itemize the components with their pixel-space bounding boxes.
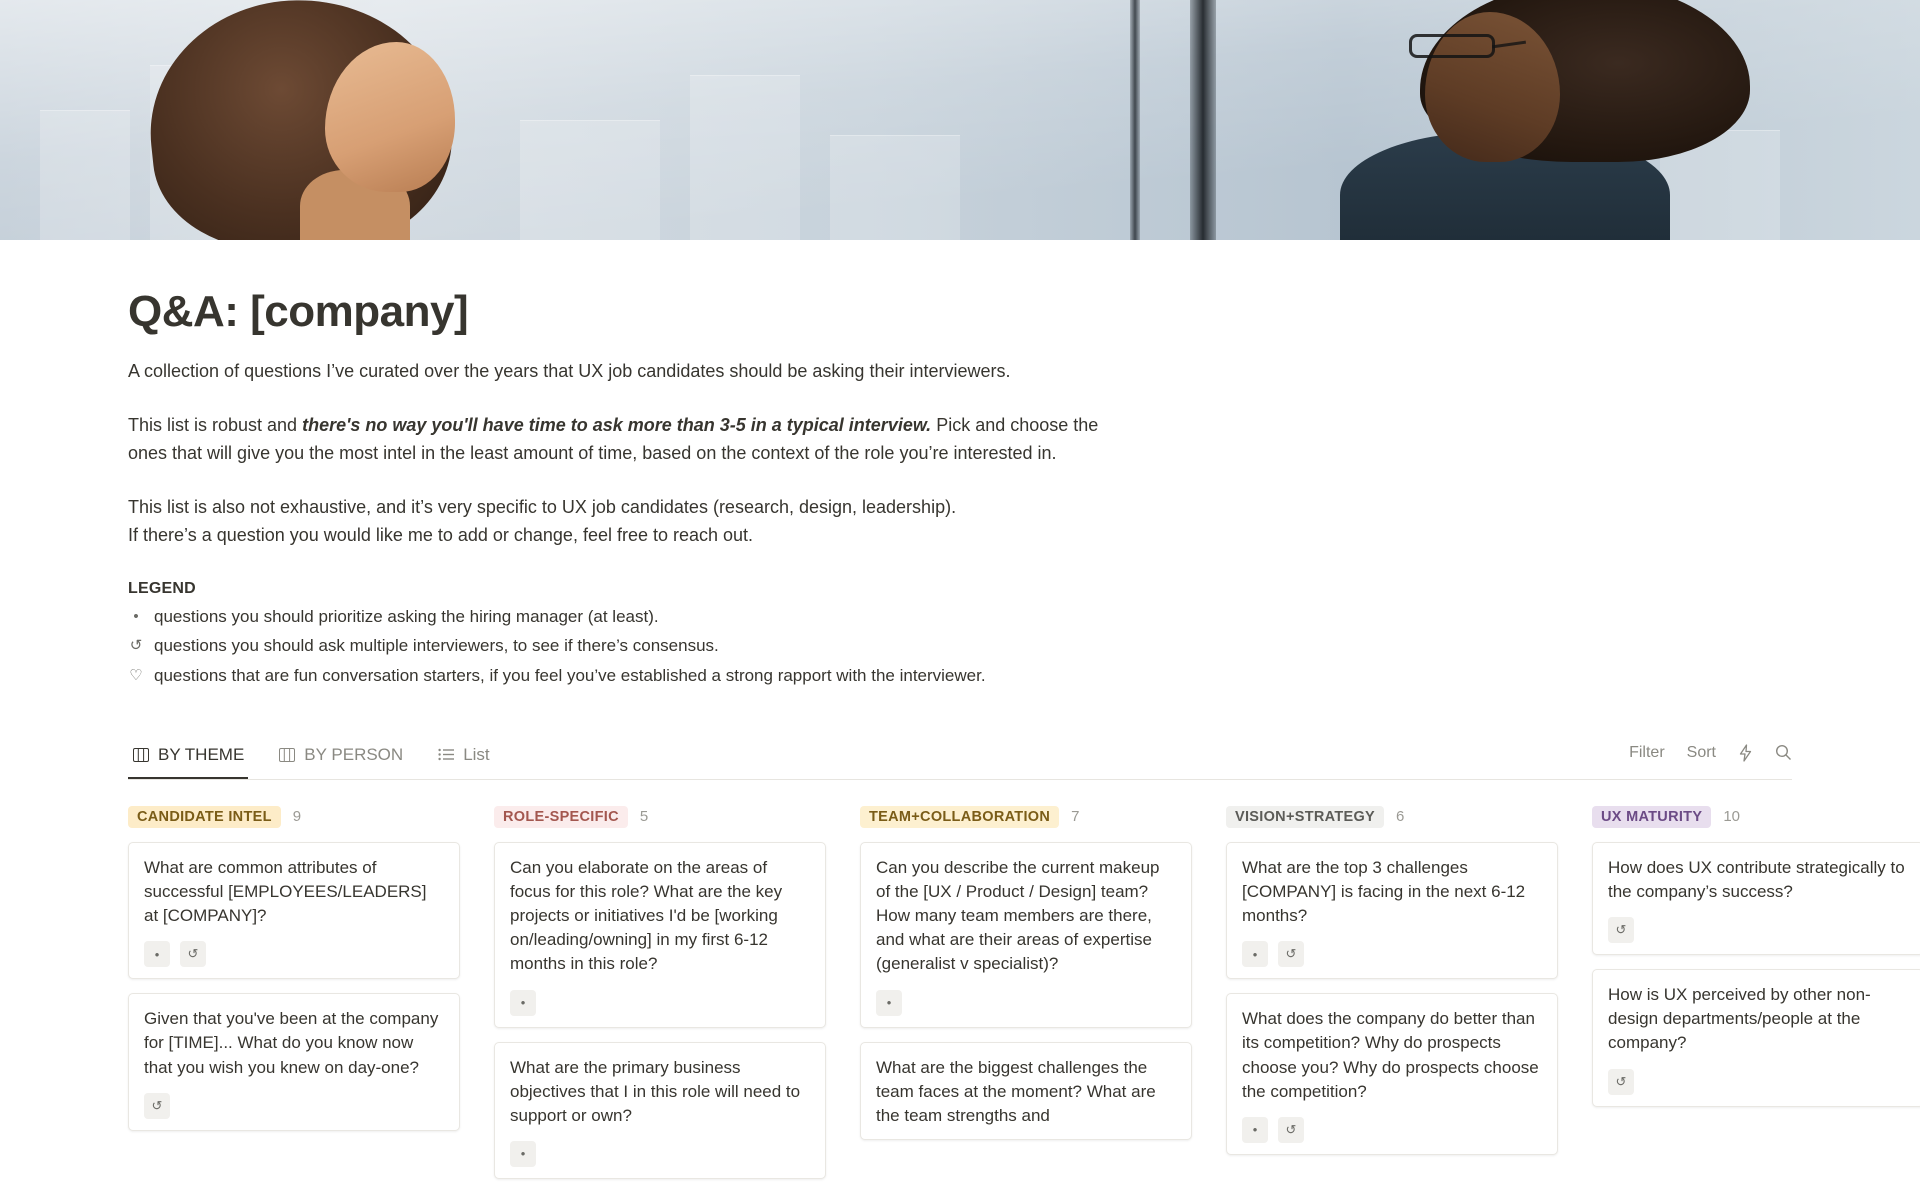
window-frame — [1190, 0, 1216, 240]
column-chip[interactable]: CANDIDATE INTEL — [128, 806, 281, 828]
intro-paragraph: A collection of questions I’ve curated over the years that UX job candidates should be asking their interviewers. — [128, 361, 1011, 382]
exhaustive-paragraph: This list is also not exhaustive, and it’s very specific to UX job candidates (research, design, leadership). — [128, 497, 957, 518]
board-card[interactable] — [1592, 969, 1920, 1106]
tab-by-person[interactable] — [274, 739, 407, 779]
sort-button[interactable]: Sort — [1686, 743, 1716, 761]
column-count: 7 — [1071, 808, 1080, 826]
card-icons — [876, 990, 1176, 1016]
heart-icon: ♡ — [129, 666, 143, 684]
dot-icon: • — [133, 607, 139, 625]
repeat-icon: ↺ — [129, 637, 143, 655]
robust-text-1: This list is robust and — [128, 415, 303, 436]
tab-list[interactable] — [433, 739, 493, 779]
card-icons — [1242, 1117, 1542, 1143]
card-text: Given that you've been at the company for [TIME]... What do you know now that you wish you knew on day-one? — [144, 1009, 444, 1077]
person-right — [1330, 0, 1750, 240]
person-left — [150, 0, 480, 240]
view-toolbar — [128, 739, 1792, 780]
skyline-building — [690, 75, 800, 240]
card-text: How does UX contribute strategically to the company’s success? — [1608, 857, 1910, 901]
column-count: 6 — [1396, 808, 1405, 826]
tab-label: List — [463, 744, 490, 764]
card-icons — [510, 1141, 810, 1167]
glasses-icon — [1409, 34, 1495, 58]
hero-image — [0, 0, 1920, 240]
board-column-candidate-intel — [128, 806, 460, 1145]
board-card[interactable] — [860, 842, 1192, 1028]
column-header — [1592, 806, 1920, 828]
dot-icon: • — [144, 941, 170, 967]
repeat-icon: ↺ — [144, 1093, 170, 1119]
legend-item-label: questions that are fun conversation starters, if you feel you’ve established a strong rapport with the interviewer. — [154, 665, 986, 685]
dot-icon: • — [1242, 1117, 1268, 1143]
board-card[interactable] — [1226, 993, 1558, 1155]
repeat-icon: ↺ — [1608, 1069, 1634, 1095]
column-count: 5 — [639, 808, 649, 826]
column-header — [1226, 806, 1558, 828]
list-view-icon — [437, 746, 455, 764]
column-chip[interactable]: VISION+STRATEGY — [1226, 806, 1384, 828]
repeat-icon: ↺ — [1278, 1117, 1304, 1143]
tab-label: BY PERSON — [304, 744, 404, 764]
robust-text-2: Pick and choose the ones that will give you the most intel in the least amount of time, based on the context of the role you’re interested in. — [128, 415, 1099, 464]
reachout-paragraph: If there’s a question you would like me to add or change, feel free to reach out. — [128, 524, 754, 545]
skyline-building — [520, 120, 660, 240]
tab-by-theme[interactable] — [128, 739, 248, 779]
view-tabs — [128, 739, 494, 779]
legend-item-consensus — [128, 633, 1792, 659]
repeat-icon: ↺ — [1608, 917, 1634, 943]
board-column-vision-strategy — [1226, 806, 1558, 1169]
column-count: 9 — [292, 808, 302, 826]
board-card[interactable] — [494, 842, 826, 1028]
legend-item-label: questions you should prioritize asking the hiring manager (at least). — [154, 606, 659, 626]
automations-icon[interactable] — [1738, 744, 1753, 762]
card-text: What does the company do better than its competition? Why do prospects choose you? Why do prospects choose the competition? — [1242, 1009, 1544, 1101]
page-body — [0, 288, 1920, 1193]
board-card[interactable] — [494, 1042, 826, 1179]
board-view-icon — [278, 746, 296, 764]
skyline-building — [40, 110, 130, 240]
card-icons — [510, 990, 810, 1016]
board-card[interactable] — [1226, 842, 1558, 979]
column-count: 10 — [1723, 808, 1740, 826]
card-text: What are the top 3 challenges [COMPANY] is facing in the next 6-12 months? — [1242, 857, 1530, 926]
card-text: What are the biggest challenges the team faces at the moment? What are the team strengths and — [876, 1057, 1161, 1125]
card-text: What are common attributes of successful [EMPLOYEES/LEADERS] at [COMPANY]? — [144, 857, 432, 926]
card-icons — [1608, 917, 1908, 943]
board — [128, 780, 1910, 1193]
board-card[interactable] — [128, 993, 460, 1130]
column-header — [128, 806, 460, 828]
board-column-ux-maturity — [1592, 806, 1920, 1121]
search-icon[interactable] — [1775, 744, 1792, 761]
board-card[interactable] — [860, 1042, 1192, 1140]
window-frame — [1130, 0, 1140, 240]
page-title: Q&A: [company] — [128, 287, 469, 336]
dot-icon: • — [510, 990, 536, 1016]
filter-button[interactable]: Filter — [1629, 743, 1665, 761]
column-chip[interactable]: TEAM+COLLABORATION — [860, 806, 1059, 828]
board-column-team-collaboration — [860, 806, 1192, 1154]
card-icons — [1608, 1069, 1908, 1095]
card-text: What are the primary business objectives that I in this role will need to support or own? — [510, 1057, 805, 1125]
card-text: How is UX perceived by other non-design departments/people at the company? — [1608, 985, 1871, 1053]
column-chip[interactable]: ROLE-SPECIFIC — [494, 806, 628, 828]
legend-item-priority — [128, 604, 1792, 630]
repeat-icon: ↺ — [180, 941, 206, 967]
column-header — [494, 806, 826, 828]
board-column-role-specific — [494, 806, 826, 1193]
repeat-icon: ↺ — [1278, 941, 1304, 967]
legend-item-label: questions you should ask multiple interviewers, to see if there’s consensus. — [154, 636, 719, 656]
robust-emphasis: there's no way you'll have time to ask more than 3-5 in a typical interview. — [302, 415, 932, 436]
dot-icon: • — [1242, 941, 1268, 967]
card-icons — [144, 1093, 444, 1119]
tab-label: BY THEME — [158, 744, 245, 764]
column-header — [860, 806, 1192, 828]
dot-icon: • — [510, 1141, 536, 1167]
view-tools — [1629, 744, 1792, 774]
legend-item-rapport — [128, 663, 1792, 689]
board-card[interactable] — [128, 842, 460, 979]
board-view-icon — [132, 746, 150, 764]
card-icons — [144, 941, 444, 967]
dot-icon: • — [876, 990, 902, 1016]
board-card[interactable] — [1592, 842, 1920, 955]
legend-title: LEGEND — [128, 579, 196, 597]
card-text: Can you elaborate on the areas of focus for this role? What are the key projects or initiatives I'd be [working on/leading/owning] in my first 6-12 months in this role? — [510, 857, 787, 974]
card-icons — [1242, 941, 1542, 967]
card-text: Can you describe the current makeup of the [UX / Product / Design] team? How many team members are there, and what are their areas of expertise (generalist v specialist)? — [876, 857, 1165, 974]
column-chip[interactable]: UX MATURITY — [1592, 806, 1711, 828]
skyline-building — [830, 135, 960, 240]
robust-paragraph — [128, 412, 1108, 468]
